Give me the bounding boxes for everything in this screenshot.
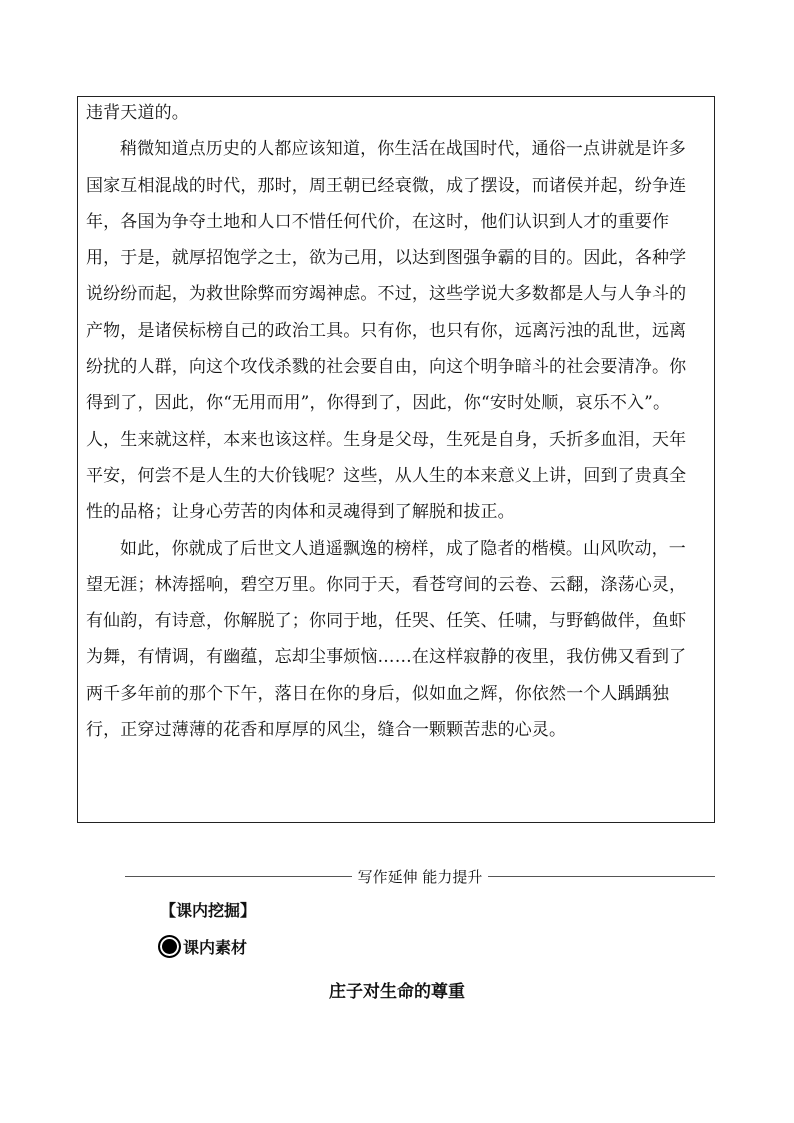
section-heading: 【课内挖掘】 [160,901,257,920]
essay-paragraph: 如此，你就成了后世文人逍遥飘逸的榜样，成了隐者的楷模。山风吹动，一望无涯；林涛摇响，碧空万里。你同于天，看苍穹间的云卷、云翻，涤荡心灵，有仙韵，有诗意，你解脱了；你同于地，任哭、任笑、任啸，与野鹤做伴，鱼虾为舞，有情调，有幽蕴，忘却尘事烦恼……在这样寂静的夜里，我仿佛又看到了两千多年前的那个下午，落日在你的身后，似如血之辉，你依然一个人踽踽独行，正穿过薄薄的花香和厚厚的风尘，缝合一颗颗苦悲的心灵。 [86,538,687,741]
subsection-heading [158,935,247,958]
divider-line-left [125,876,352,877]
bullet-icon [158,935,181,958]
divider-line-right [488,876,715,877]
essay-paragraph: 违背天道的。 [86,103,189,123]
essay-paragraph: 稍微知道点历史的人都应该知道，你生活在战国时代，通俗一点讲就是许多国家互相混战的时代，那时，周王朝已经衰微，成了摆设，而诸侯并起，纷争连年，各国为争夺土地和人口不惜任何代价，在这时，他们认识到人才的重要作用，于是，就厚招饱学之士，欲为己用，以达到图强争霸的目的。因此，各种学说纷纷而起，为救世除弊而穷竭神虑。不过，这些学说大多数都是人与人争斗的产物，是诸侯标榜自己的政治工具。只有你，也只有你，远离污浊的乱世，远离纷扰的人群，向这个攻伐杀戮的社会要自由，向这个明争暗斗的社会要清净。你得到了，因此，你“无用而用”，你得到了，因此，你“安时处顺，哀乐不入”。人，生来就这样，本来也该这样。生身是父母，生死是自身，夭折多血泪，天年平安，何尝不是人生的大价钱呢？这些，从人生的本来意义上讲，回到了贵真全性的品格；让身心劳苦的肉体和灵魂得到了解脱和拔正。 [86,139,687,523]
section-divider-title: 写作延伸 能力提升 [357,867,483,886]
subsection-heading-label: 课内素材 [183,938,248,957]
article-title: 庄子对生命的尊重 [329,982,465,1002]
section-divider [125,863,715,889]
essay-box [77,96,715,823]
